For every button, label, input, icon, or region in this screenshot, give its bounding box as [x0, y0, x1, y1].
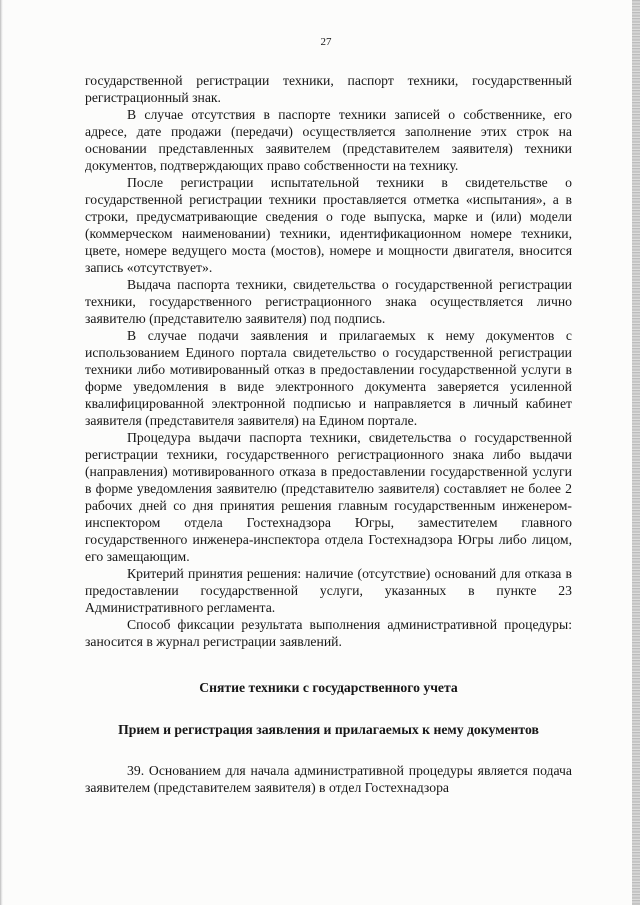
subsection-heading: Прием и регистрация заявления и прилагаемых к нему документов	[118, 722, 539, 737]
paragraph-owner-records: В случае отсутствия в паспорте техники записей о собственнике, его адресе, дате продажи (передачи) осуществляется заполнение этих строк на основании представленных заявителем (представителем заявителя) техники документов, подтверждающих право собственности на технику.	[85, 107, 572, 173]
paragraph-recording-method: Способ фиксации результата выполнения административной процедуры: заносится в журнал регистрации заявлений.	[85, 617, 572, 649]
paragraph-test-equipment: После регистрации испытательной техники в свидетельстве о государственной регистрации техники проставляется отметка «испытания», а в строки, предусматривающие сведения о годе выпуска, марке и (или) модели (коммерческом наименовании) техники, идентификационном номере техники, цвете, номере ведущего моста (мостов), номере и мощности двигателя, вносится запись «отсутствует».	[85, 175, 572, 275]
paragraph-procedure-term: Процедура выдачи паспорта техники, свидетельства о государственной регистрации техники, государственного регистрационного знака либо выдачи (направления) мотивированного отказа в предоставлении государственной услуги в форме уведомления заявителю (представителю заявителя) составляет не более 2 рабочих дней со дня принятия решения главным государственным инженером-инспектором отдела Гостехнадзора Югры, заместителем главного государственного инженера-инспектора отдела Гостехнадзора Югры либо лицом, его замещающим.	[85, 430, 572, 564]
paragraph-portal: В случае подачи заявления и прилагаемых к нему документов с использованием Единого портала свидетельство о государственной регистрации техники либо мотивированный отказ в предоставлении государственной услуги в форме уведомления в виде электронного документа заверяется усиленной квалифицированной электронной подписью и направляется в личный кабинет заявителя (представителя заявителя) на Едином портале.	[85, 328, 572, 428]
section-heading: Снятие техники с государственного учета	[199, 680, 458, 695]
paragraph-39: 39. Основанием для начала административной процедуры является подача заявителем (представителем заявителя) в отдел Гостехнадзора	[85, 763, 572, 795]
document-body	[85, 72, 572, 796]
page-number: 27	[320, 36, 332, 48]
paragraph-issuance: Выдача паспорта техники, свидетельства о государственной регистрации техники, государственного регистрационного знака осуществляется лично заявителю (представителю заявителя) под подпись.	[85, 277, 572, 326]
paragraph-continuation: государственной регистрации техники, паспорт техники, государственный регистрационный знак.	[85, 73, 572, 105]
scan-right-edge	[632, 0, 640, 905]
scan-left-edge	[0, 0, 3, 905]
paragraph-decision-criterion: Критерий принятия решения: наличие (отсутствие) оснований для отказа в предоставлении государственной услуги, указанных в пункте 23 Административного регламента.	[85, 566, 572, 615]
